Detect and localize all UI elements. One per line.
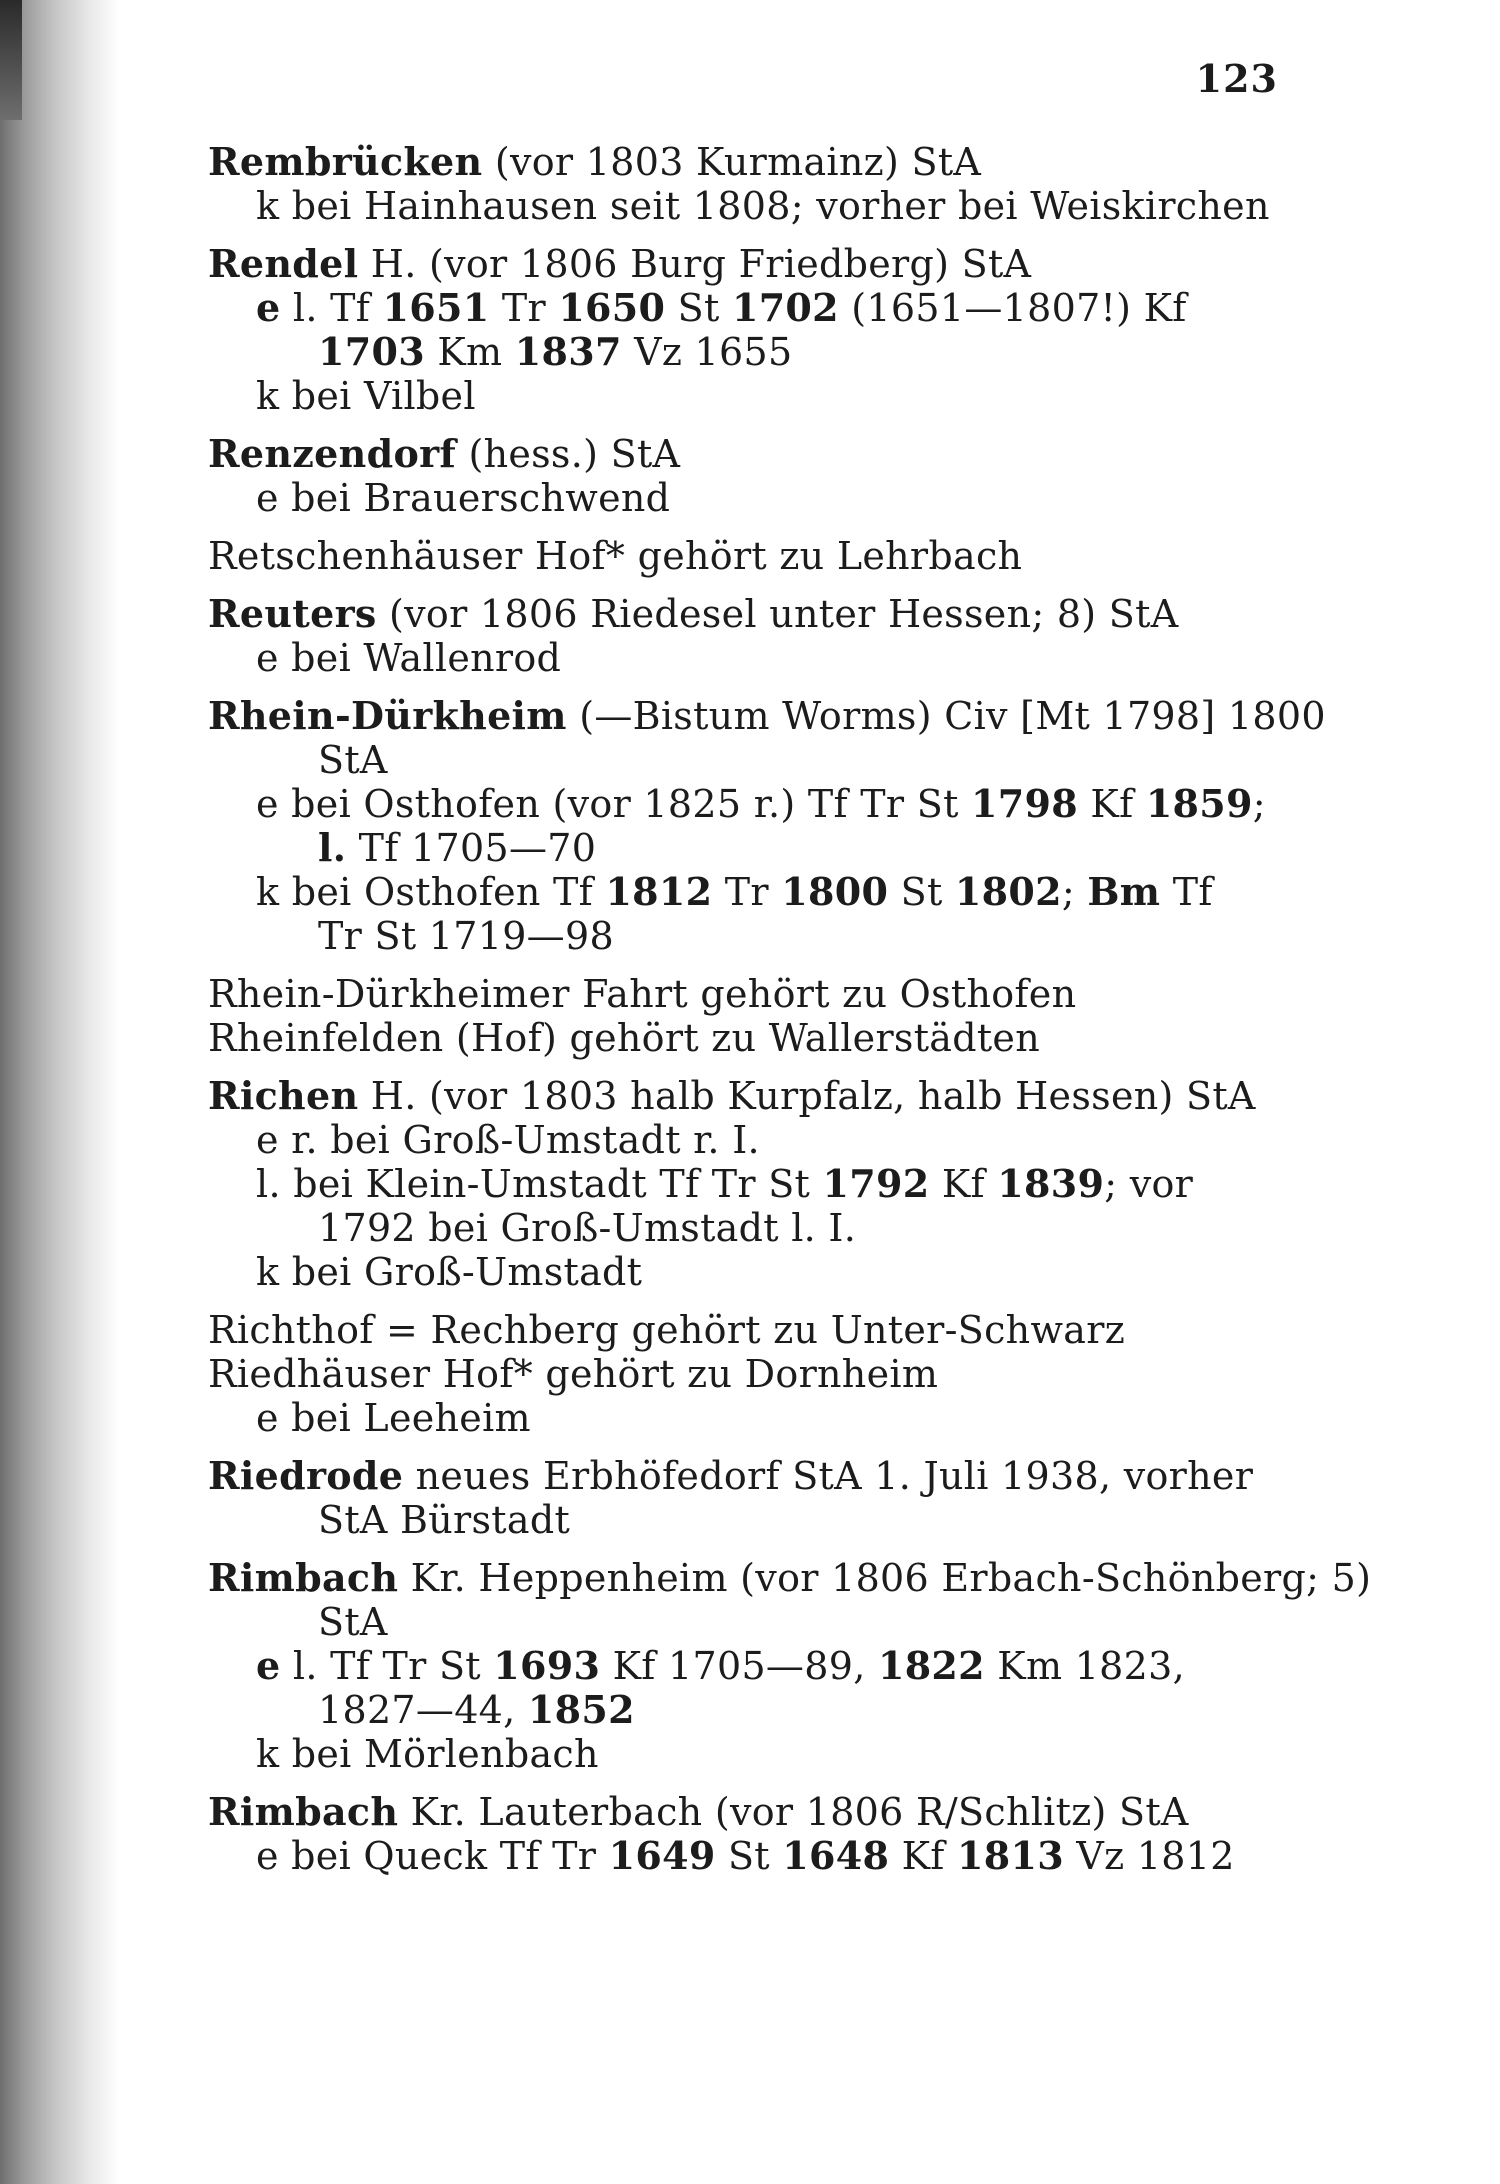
bold-text: Riedrode (208, 1453, 404, 1498)
bold-text: 1792 (822, 1161, 930, 1206)
bold-text: 1648 (782, 1833, 890, 1878)
text: Kr. Heppenheim (vor 1806 Erbach-Schönberg; 5) (398, 1556, 1372, 1600)
book-corner-shadow (0, 0, 22, 120)
entry-detail-line (208, 1162, 1280, 1206)
entry-headline (208, 693, 1326, 738)
bold-text: 1812 (605, 869, 713, 914)
text: Richthof = Rechberg gehört zu Unter-Schwarz (208, 1308, 1126, 1352)
text: Vz 1655 (621, 330, 793, 374)
entry-detail-line (208, 1396, 1280, 1440)
text: k bei Groß-Umstadt (256, 1250, 643, 1294)
bold-text: 1800 (781, 869, 889, 914)
page-number: 123 (1195, 56, 1278, 101)
gazetteer-entries (208, 139, 1372, 1892)
entry-block (208, 1074, 1280, 1294)
text: k bei Osthofen Tf (256, 870, 606, 914)
text: Km 1823, (984, 1644, 1185, 1688)
bold-text: 1852 (527, 1687, 635, 1732)
bold-text: Rhein-Dürkheim (208, 693, 567, 738)
bold-text: 1702 (731, 285, 839, 330)
bold-text: 1813 (957, 1833, 1064, 1878)
text: H. (vor 1803 halb Kurpfalz, halb Hessen) StA (358, 1074, 1256, 1118)
text: (1651—1807!) Kf (838, 286, 1187, 330)
text: (vor 1803 Kurmainz) StA (482, 140, 982, 184)
bold-text: e (256, 1643, 281, 1688)
entry-detail-line (208, 476, 1280, 520)
entry-headline (208, 1555, 1372, 1600)
text: l. Tf (280, 286, 383, 330)
entry-detail-line (208, 1688, 1280, 1732)
bold-text: 1651 (382, 285, 490, 330)
text: StA (318, 1600, 388, 1644)
entry-block (208, 693, 1326, 958)
entry-headline (208, 1074, 1280, 1118)
text: Kf (889, 1834, 958, 1878)
text: l. bei Klein-Umstadt Tf Tr St (256, 1162, 823, 1206)
text: l. Tf Tr St (280, 1644, 494, 1688)
bold-text: Reuters (208, 591, 377, 636)
bold-text: 1839 (997, 1161, 1105, 1206)
entry-headline (208, 534, 1280, 578)
bold-text: 1837 (514, 329, 622, 374)
bold-text: 1802 (954, 869, 1062, 914)
text: Riedhäuser Hof* gehört zu Dornheim (208, 1352, 939, 1396)
text: e bei Queck Tf Tr (256, 1834, 609, 1878)
bold-text: l. (318, 825, 347, 870)
text: StA Bürstadt (318, 1498, 571, 1542)
entry-detail-line (208, 1206, 1280, 1250)
bold-text: Rimbach (208, 1555, 399, 1600)
text: (vor 1806 Riedesel unter Hessen; 8) StA (376, 592, 1179, 636)
entry-detail-line (208, 870, 1280, 914)
entry-block (208, 1454, 1280, 1542)
entry-headline (208, 1454, 1280, 1498)
text: 1792 bei Groß-Umstadt l. I. (318, 1206, 857, 1250)
bold-text: Rimbach (208, 1789, 399, 1834)
entry-detail-line (208, 738, 1280, 782)
text: k bei Vilbel (256, 374, 476, 418)
entry-detail-line (208, 1352, 1280, 1396)
text: e bei Osthofen (vor 1825 r.) Tf Tr St (256, 782, 972, 826)
entry-headline (208, 242, 1280, 286)
entry-headline (208, 140, 1280, 184)
text: St (715, 1834, 783, 1878)
entry-block (208, 972, 1280, 1060)
entry-detail-line (208, 184, 1280, 228)
bold-text: 1859 (1145, 781, 1253, 826)
bold-text: 1703 (318, 329, 425, 374)
text: St (888, 870, 955, 914)
entry-headline (208, 1308, 1280, 1352)
entry-detail-line (208, 374, 1280, 418)
entry-detail-line (208, 636, 1280, 680)
entry-detail-line (208, 1118, 1280, 1162)
text: (—Bistum Worms) Civ [Mt 1798] 1800 (566, 694, 1326, 738)
text: Kf 1705—89, (600, 1644, 878, 1688)
text: ; (1252, 782, 1266, 826)
entry-detail-line (208, 1016, 1280, 1060)
entry-detail-line (208, 286, 1280, 330)
bold-text: 1822 (877, 1643, 985, 1688)
entry-detail-line (208, 914, 1280, 958)
text: Km (424, 330, 515, 374)
bold-text: Rendel (208, 241, 359, 286)
entry-detail-line (208, 1644, 1280, 1688)
entry-detail-line (208, 1600, 1280, 1644)
entry-headline (208, 432, 1280, 476)
entry-block (208, 534, 1280, 578)
entry-detail-line (208, 826, 1280, 870)
entry-detail-line (208, 1732, 1280, 1776)
entry-block (208, 1790, 1280, 1878)
text: e r. bei Groß-Umstadt r. I. (256, 1118, 760, 1162)
entry-headline (208, 592, 1280, 636)
text: Rhein-Dürkheimer Fahrt gehört zu Osthofen (208, 972, 1077, 1016)
entry-detail-line (208, 1498, 1280, 1542)
text: Tf (1160, 870, 1213, 914)
text: Tr St 1719—98 (318, 914, 614, 958)
text: St (665, 286, 732, 330)
entry-headline (208, 972, 1280, 1016)
text: Tr (712, 870, 782, 914)
bold-text: 1798 (971, 781, 1078, 826)
bold-text: Richen (208, 1073, 359, 1118)
book-spine-shadow (0, 0, 120, 2184)
text: Kf (929, 1162, 998, 1206)
bold-text: 1649 (608, 1833, 716, 1878)
text: e bei Wallenrod (256, 636, 562, 680)
text: Rheinfelden (Hof) gehört zu Wallerstädten (208, 1016, 1040, 1060)
text: k bei Mörlenbach (256, 1732, 599, 1776)
text: ; (1061, 870, 1088, 914)
entry-detail-line (208, 782, 1280, 826)
bold-text: e (256, 285, 281, 330)
text: StA (318, 738, 388, 782)
text: Vz 1812 (1064, 1834, 1235, 1878)
entry-block (208, 1308, 1280, 1440)
text: Tr (489, 286, 559, 330)
bold-text: 1693 (493, 1643, 601, 1688)
text: H. (vor 1806 Burg Friedberg) StA (358, 242, 1032, 286)
text: Kf (1078, 782, 1146, 826)
text: e bei Leeheim (256, 1396, 531, 1440)
entry-block (208, 432, 1280, 520)
entry-detail-line (208, 1834, 1280, 1878)
text: Retschenhäuser Hof* gehört zu Lehrbach (208, 534, 1023, 578)
entry-detail-line (208, 330, 1280, 374)
text: Kr. Lauterbach (vor 1806 R/Schlitz) StA (398, 1790, 1189, 1834)
entry-detail-line (208, 1250, 1280, 1294)
entry-block (208, 242, 1280, 418)
text: Tf 1705—70 (346, 826, 597, 870)
entry-block (208, 140, 1280, 228)
text: k bei Hainhausen seit 1808; vorher bei Weiskirchen (256, 184, 1270, 228)
entry-headline (208, 1790, 1280, 1834)
entry-block (208, 592, 1280, 680)
text: (hess.) StA (456, 432, 681, 476)
bold-text: Renzendorf (208, 431, 457, 476)
bold-text: Bm (1087, 869, 1161, 914)
text: neues Erbhöfedorf StA 1. Juli 1938, vorher (403, 1454, 1254, 1498)
bold-text: Rembrücken (208, 139, 483, 184)
text: e bei Brauerschwend (256, 476, 671, 520)
text: 1827—44, (318, 1688, 528, 1732)
bold-text: 1650 (558, 285, 666, 330)
text: ; vor (1104, 1162, 1194, 1206)
entry-block (208, 1555, 1372, 1776)
